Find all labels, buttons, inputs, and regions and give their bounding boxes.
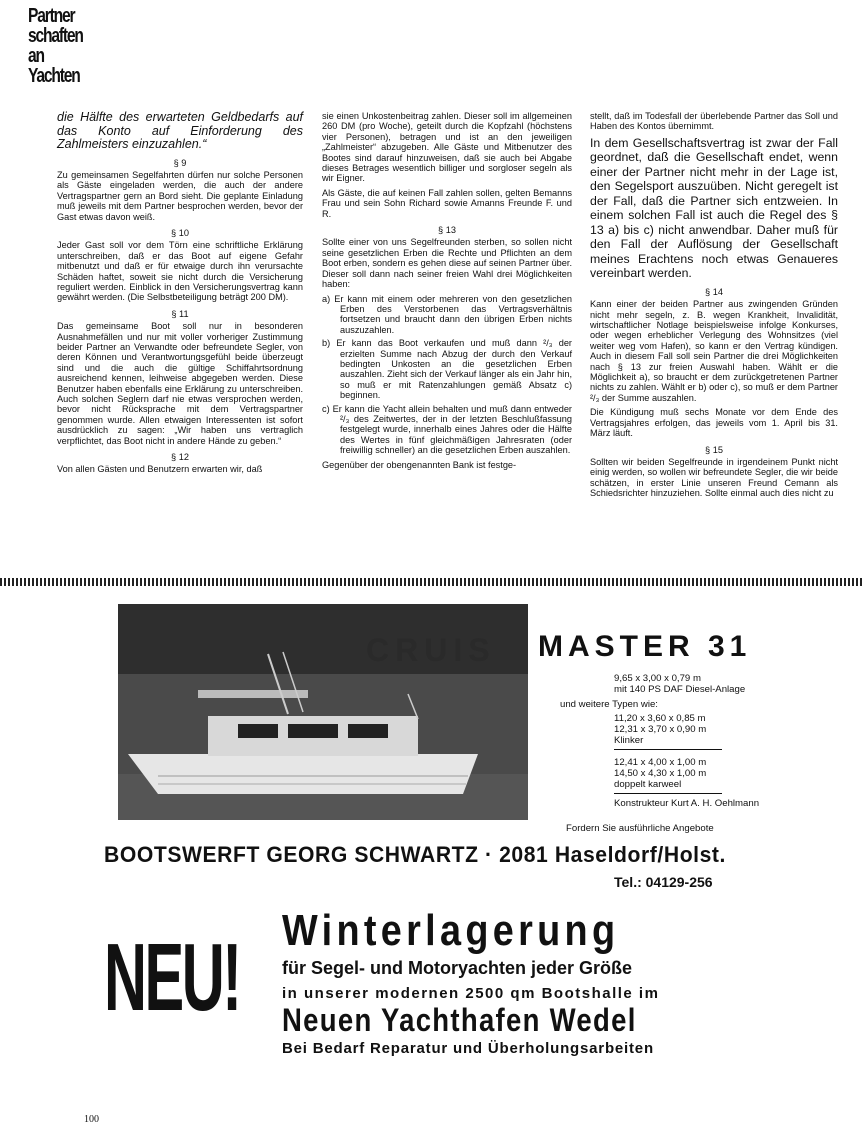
list-item	[322, 338, 572, 400]
type-dimensions: 14,50 x 4,30 x 1,00 m	[614, 767, 707, 779]
paragraph: Von allen Gästen und Benutzern erwarten wir, daß	[57, 464, 263, 475]
section-heading: § 12	[171, 452, 189, 463]
paragraph: Sollte einer von uns Segelfreunden sterben, so sollen nicht seine gesetzlichen Erben die Rechte und Pflichten an dem Boot erben, sondern es gehen diese auf seinen Partner über. Dieser soll dann nach seiner freien Wahl drei Möglichkeiten haben:	[322, 237, 572, 290]
article-heading	[28, 6, 103, 86]
ad-headline: Winterlagerung	[282, 906, 620, 955]
more-types-label: und weitere Typen wie:	[560, 699, 658, 710]
ad-line: in unserer modernen 2500 qm Bootshalle im	[282, 985, 660, 1002]
heading-line: Yachten	[28, 65, 80, 87]
section-heading: § 13	[438, 225, 456, 236]
list-item	[322, 294, 572, 336]
type-dimensions: 12,31 x 3,70 x 0,90 m	[614, 723, 707, 735]
options-list	[322, 294, 572, 456]
ad-line: Bei Bedarf Reparatur und Überholungsarbeiten	[282, 1040, 654, 1057]
section-heading: § 15	[705, 444, 723, 455]
list-marker: a)	[322, 293, 331, 304]
brand-name-part-2: MASTER 31	[538, 630, 752, 663]
intro-text: die Hälfte des erwarteten Geldbedarfs auf das Konto auf Einforderung des Zahlmeisters einzuzahlen.“	[57, 110, 303, 151]
telephone: Tel.: 04129-256	[614, 874, 713, 890]
paragraph: Gegenüber der obengenannten Bank ist festge-	[322, 459, 517, 470]
section-heading: § 9	[173, 157, 187, 168]
types-group-1	[614, 714, 722, 750]
text-column-2	[322, 111, 572, 474]
list-text: Er kann das Boot verkaufen und muß dann ²/₃ der erzielten Summe nach Abzug der durch den Verkauf bedingten Unkosten an die gesetzlichen Erben auszahlen. Zieht sich der Verkauf länger als ein Jahr hin, so muß er mit Ratenzahlungen gemäß Absatz c) beginnen.	[336, 338, 572, 401]
new-badge: NEU!	[104, 924, 240, 1031]
types-group-2	[614, 758, 722, 794]
type-dimensions: 12,41 x 4,00 x 1,00 m	[614, 757, 707, 768]
type-build: doppelt karweel	[614, 778, 682, 790]
paragraph: sie einen Unkostenbeitrag zahlen. Dieser soll im allgemeinen 260 DM (pro Woche), geteilt durch die Kopfzahl (höchstens vier Personen), betragen und ist an den jeweiligen „Zahlmeister“ abzugeben. Alle Gäste und Mitbenutzer des Bootes sind darauf hinzuweisen, daß sie auch bei Abgabe dieses Betrages wesentlich billiger und sorgloser segeln als wir Eigner.	[322, 111, 572, 184]
separator-rule	[0, 578, 864, 586]
shipyard-name: BOOTSWERFT GEORG SCHWARTZ · 2081 Haseldorf/Holst.	[104, 842, 726, 867]
paragraph: Als Gäste, die auf keinen Fall zahlen sollen, gelten Bemanns Frau und sein Sohn Richard sowie Amanns Freunde F. und R.	[322, 187, 572, 219]
ad-line: für Segel- und Motoryachten jeder Größe	[282, 958, 633, 978]
paragraph: Kann einer der beiden Partner aus zwingenden Gründen nicht mehr segeln, z. B. wegen Krankheit, Invalidität, wirtschaftlicher Notlage beispielsweise infolge Konkurses, oder wegen erheblicher Verlegung des Wohnsitzes (viel weiter weg vom Hafen), so kann er den Vertrag kündigen. Auch in diesem Fall soll sein Partner die drei Möglichkeiten nach § 13 zur freien Auswahl haben. Wählt er die Möglichkeit a), so braucht er dem zurückgetretenen Partner nichts zu zahlen. Wählt er b) oder c), so muß er dem Partner ²/₃ der Summe auszahlen.	[590, 299, 838, 403]
list-text: Er kann mit einem oder mehreren von den gesetzlichen Erben des Verstorbenen das Vertragsverhältnis fortsetzen und braucht dann den übrigen Erben nichts auszuzahlen.	[334, 293, 572, 335]
type-dimensions: 11,20 x 3,60 x 0,85 m	[614, 713, 706, 724]
section-heading: § 10	[171, 227, 189, 238]
designer-credit: Konstrukteur Kurt A. H. Oehlmann	[614, 798, 760, 809]
ad-location: Neuen Yachthafen Wedel	[282, 1002, 637, 1038]
list-text: Er kann die Yacht allein behalten und muß dann entweder ²/₃ des Zeitwertes, der in der letzten Beschlußfassung festgelegt wurde, innerhalb eines Jahres oder die Hälfte des Wertes in fünf gleichmäßigen Jahresraten (oder freiwillig schneller) an die gesetzlichen Erben auszahlen.	[332, 403, 572, 456]
text-column-1	[57, 111, 303, 479]
paragraph: stellt, daß im Todesfall der überlebende Partner das Soll und Haben des Kontos übernimmt.	[590, 111, 838, 132]
paragraph: Sollten wir beiden Segelfreunde in irgendeinem Punkt nicht einig werden, so wollen wir befreundete Segler, die wir beide schätzen, in erster Linie unseren Freund Cemann als Schiedsrichter hinzuziehen. Sollte einmal auch dies nicht zu	[590, 456, 838, 499]
paragraph: Jeder Gast soll vor dem Törn eine schriftliche Erklärung unterschreiben, daß er das Boot auf eigene Gefahr mitbenutzt und daß er für etwaige durch ihn verursachte Schäden haftet, soweit sie nicht durch die Versicherung reguliert werden. Einblick in den Versicherungsvertrag kann gewährt werden. (Die Selbstbeteiligung beträgt 200 DM).	[57, 240, 303, 303]
spec-block	[614, 674, 745, 696]
spec-engine: mit 140 PS DAF Diesel-Anlage	[614, 683, 746, 695]
emphasis-paragraph: In dem Gesellschaftsvertrag ist zwar der Fall geordnet, daß die Gesellschaft endet, wenn einer der Partner nicht mehr in der Lage ist, den Segelsport auszuüben. Nicht geregelt ist der Fall, daß die Partner sich entzweien. In einem solchen Fall ist auch die Regel des § 13 a) bis c) nicht anwendbar. Daher muß für den Fall der Auflösung der Gesellschaft meines Erachtens noch etwas Genaueres vereinbart werden.	[590, 135, 838, 281]
paragraph: Zu gemeinsamen Segelfahrten dürfen nur solche Personen als Gäste eingeladen werden, die auch der andere Vertragspartner gern an Bord sieht. Die geplante Einladung muß jeweils mit dem Partner besprochen werden, bevor der Gast etwas davon weiß.	[57, 169, 303, 222]
heading-line: an	[28, 45, 44, 67]
page-number: 100	[84, 1114, 99, 1125]
list-marker: b)	[322, 338, 331, 349]
type-build: Klinker	[614, 734, 644, 746]
text-column-3	[590, 111, 838, 503]
list-item	[322, 404, 572, 456]
heading-line: schaften	[28, 25, 83, 47]
offer-line: Fordern Sie ausführliche Angebote	[566, 823, 714, 834]
brand-name-part-1: CRUIS	[366, 632, 496, 668]
list-marker: c)	[322, 403, 330, 414]
heading-line: Partner	[28, 5, 75, 27]
spec-dimensions: 9,65 x 3,00 x 0,79 m	[614, 673, 701, 684]
paragraph: Das gemeinsame Boot soll nur in besonderen Ausnahmefällen und nur mit voller vorheriger Zustimmung beider Partner an Verwandte oder befreundete Segler, von deren Können und Verantwortungsgefühl beide überzeugt sind und die auch die gültige Schiffahrtsordnung ausreichend kennen, leihweise abgegeben werden. Diese Benutzer haben ebenfalls eine Erklärung zu unterschreiben. Auch solchen Seglern darf nie etwas versprochen werden, bevor nicht Rücksprache mit dem Vertragspartner genommen wurde. Allen etwaigen Interessenten ist sofort ausdrücklich zu sagen: „Wir haben uns vertraglich verpflichtet, das Boot nicht in andere Hände zu geben.“	[57, 321, 303, 446]
section-heading: § 14	[705, 286, 723, 297]
section-heading: § 11	[171, 308, 189, 319]
paragraph: Die Kündigung muß sechs Monate vor dem Ende des Vertragsjahres erfolgen, das jeweils vom 1. April bis 31. März läuft.	[590, 407, 838, 439]
